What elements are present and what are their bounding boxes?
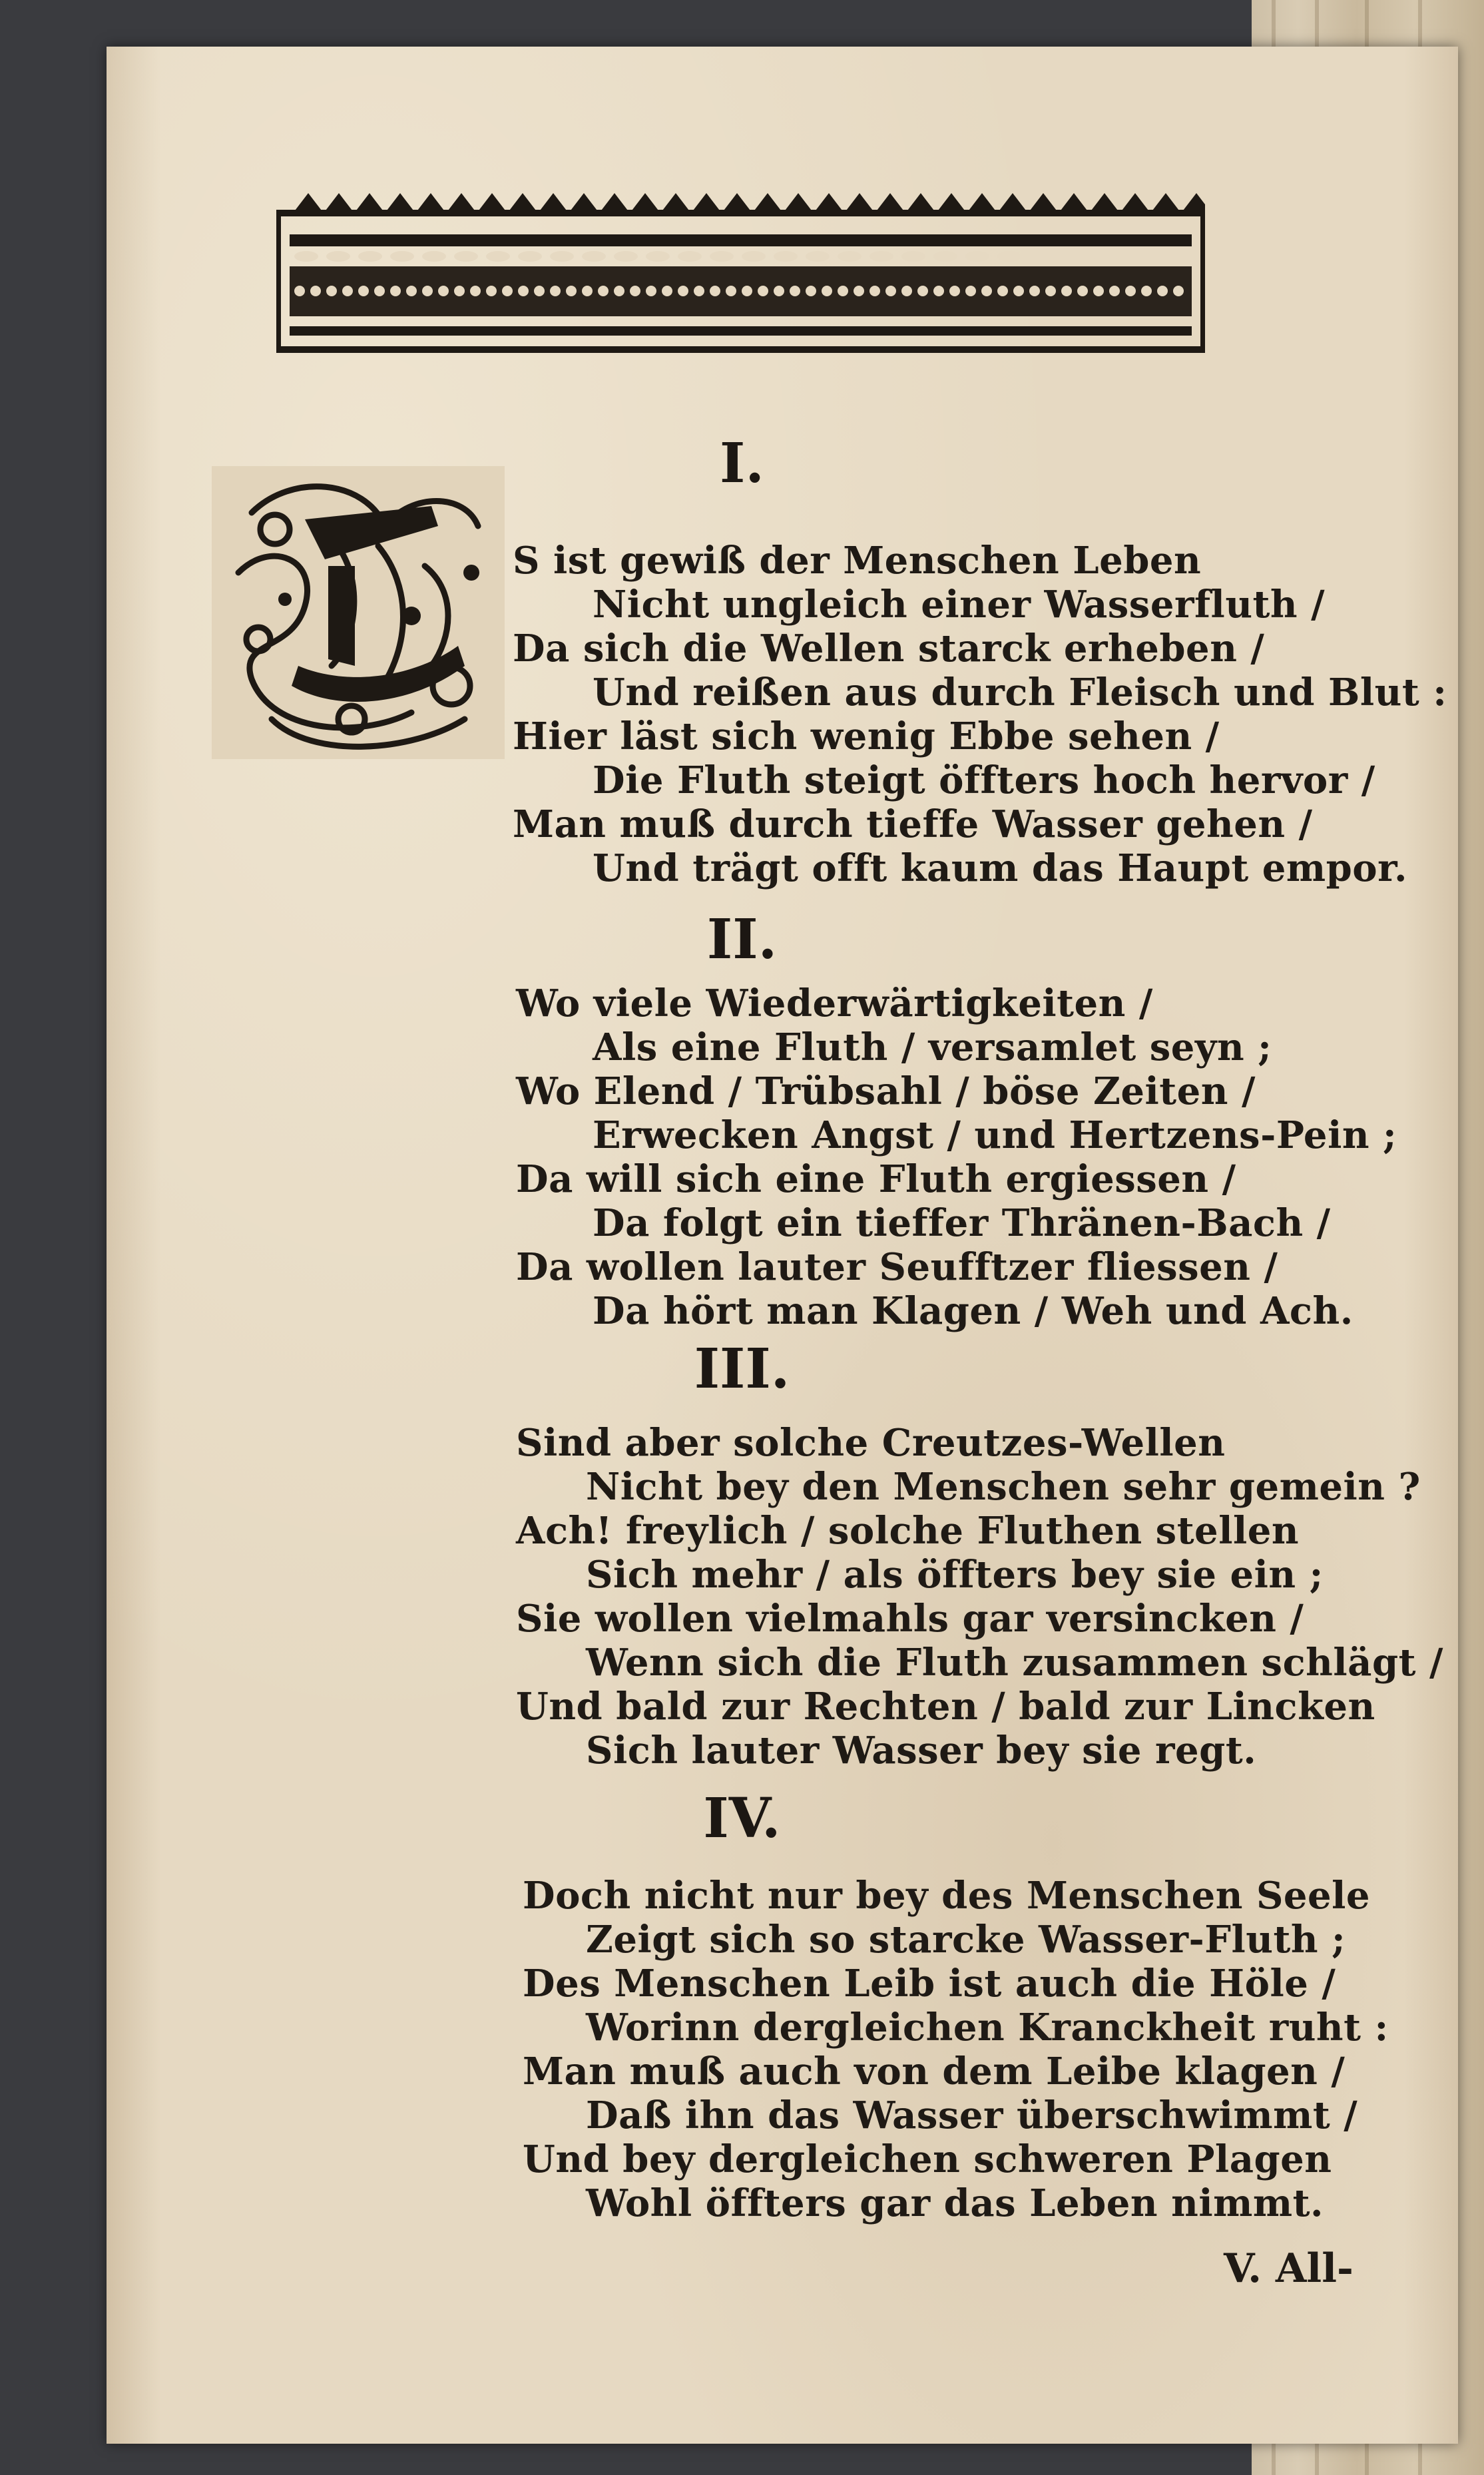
- catchword: V. All-: [1224, 2245, 1354, 2292]
- verse-line: Die Fluth steigt öffters hoch hervor /: [593, 758, 1375, 802]
- verse-line: Erwecken Angst / und Hertzens-Pein ;: [593, 1113, 1397, 1157]
- verse-line: Wo viele Wiederwärtigkeiten /: [516, 981, 1153, 1025]
- verse-line: Nicht bey den Menschen sehr gemein ?: [586, 1465, 1421, 1509]
- ornament-border: [276, 193, 1205, 356]
- verse-line: S ist gewiß der Menschen Leben: [513, 539, 1202, 583]
- verse-line: Und trägt offt kaum das Haupt empor.: [593, 846, 1407, 890]
- verse-line: Wo Elend / Trübsahl / böse Zeiten /: [516, 1069, 1256, 1113]
- verse-line: Wenn sich die Fluth zusammen schlägt /: [586, 1641, 1443, 1685]
- verse-line: Da will sich eine Fluth ergiessen /: [516, 1157, 1236, 1201]
- verse-line: Daß ihn das Wasser überschwimmt /: [586, 2093, 1358, 2137]
- verse-line: Da wollen lauter Seufftzer fliessen /: [516, 1245, 1278, 1289]
- verse-line: Hier läst sich wenig Ebbe sehen /: [513, 714, 1220, 758]
- verse-line: Und bald zur Rechten / bald zur Lincken: [516, 1685, 1375, 1729]
- stanza-number: I.: [720, 431, 764, 495]
- verse-line: Da hört man Klagen / Weh und Ach.: [593, 1289, 1354, 1333]
- verse-line: Wohl öffters gar das Leben nimmt.: [586, 2181, 1324, 2225]
- verse-line: Sich lauter Wasser bey sie regt.: [586, 1729, 1257, 1773]
- verse-line: Sie wollen vielmahls gar versincken /: [516, 1597, 1304, 1641]
- verse-line: Da sich die Wellen starck erheben /: [513, 627, 1265, 671]
- verse-line: Sind aber solche Creutzes-Wellen: [516, 1421, 1226, 1465]
- verse-line: Da folgt ein tieffer Thränen-Bach /: [593, 1201, 1331, 1245]
- verse-line: Nicht ungleich einer Wasserfluth /: [593, 583, 1326, 627]
- verse-line: Und reißen aus durch Fleisch und Blut :: [593, 671, 1447, 714]
- verse-line: Man muß auch von dem Leibe klagen /: [523, 2050, 1346, 2093]
- verse-line: Zeigt sich so starcke Wasser-Fluth ;: [586, 1918, 1346, 1962]
- stanza-number: IV.: [703, 1787, 781, 1850]
- stanza-number: III.: [694, 1337, 790, 1401]
- stanza-number: II.: [706, 908, 778, 971]
- verse-line: Sich mehr / als öffters bey sie ein ;: [586, 1553, 1324, 1597]
- drop-cap-initial: [212, 466, 505, 759]
- verse-line: Ach! freylich / solche Fluthen stellen: [516, 1509, 1300, 1553]
- verse-line: Als eine Fluth / versamlet seyn ;: [593, 1025, 1272, 1069]
- verse-line: Des Menschen Leib ist auch die Höle /: [523, 1962, 1336, 2006]
- verse-line: Doch nicht nur bey des Menschen Seele: [523, 1874, 1371, 1918]
- verse-line: Worinn dergleichen Kranckheit ruht :: [586, 2006, 1389, 2050]
- verse-line: Man muß durch tieffe Wasser gehen /: [513, 802, 1313, 846]
- verse-line: Und bey dergleichen schweren Plagen: [523, 2137, 1332, 2181]
